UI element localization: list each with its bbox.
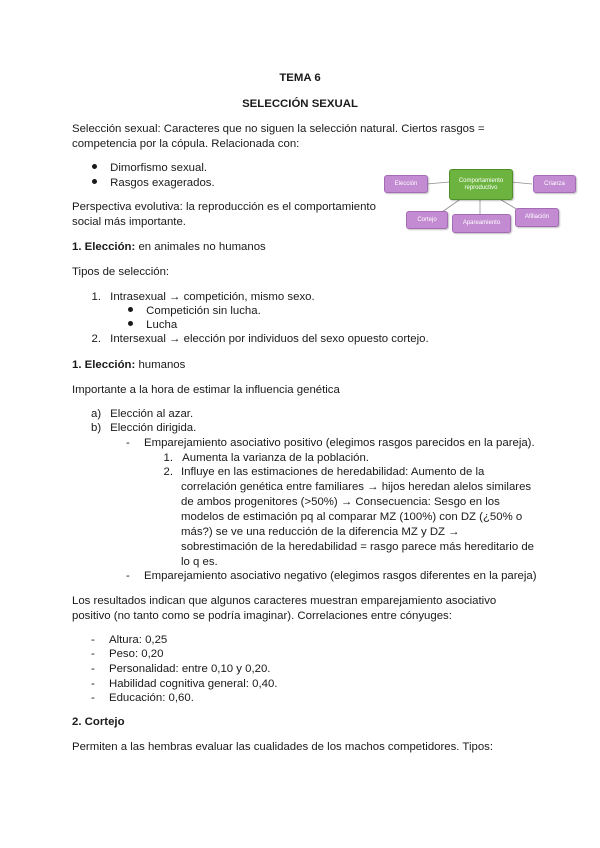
- sub-bullet-item: Competición sin lucha.: [128, 304, 261, 319]
- bullet-item: [92, 161, 207, 176]
- cortejo-text: Permiten a las hembras evaluar las cualidades de los machos competidores. Tipos:: [72, 741, 494, 753]
- evolutive-line-2: social más importante.: [72, 216, 186, 228]
- numbered-item: 1. Aumenta la varianza de la población.: [163, 452, 369, 464]
- paragraph-line: modelos de estimación pq al comparar MZ (100%) con DZ (¿50% o: [181, 511, 523, 523]
- correlation-item: - Altura: 0,25: [91, 634, 168, 646]
- diagram-node-afiliacion: Afiliación: [515, 208, 559, 227]
- results-line-1: Los resultados indican que algunos caracteres muestran emparejamiento asociativo: [72, 595, 497, 607]
- correlation-item: - Peso: 0,20: [91, 648, 164, 660]
- paragraph-line: lo q es.: [181, 556, 218, 568]
- diagram-node-center: Comportamiento reproductivo: [449, 169, 513, 200]
- page-title: SELECCIÓN SEXUAL: [242, 98, 358, 110]
- sub-bullet-item: Lucha: [128, 318, 177, 333]
- importante-line: Importante a la hora de estimar la influencia genética: [72, 384, 340, 396]
- bullet-text: Rasgos exagerados.: [110, 177, 215, 189]
- list-item: a) Elección al azar.: [91, 408, 194, 420]
- bullet-icon: [92, 179, 97, 184]
- numbered-item: 2.: [163, 466, 173, 478]
- bullet-icon: [92, 164, 97, 169]
- paragraph-line: Influye en las estimaciones de heredabilidad: Aumento de la: [181, 466, 485, 478]
- correlation-item: - Educación: 0,60.: [91, 692, 194, 704]
- reproductive-behavior-diagram: [384, 164, 576, 234]
- diagram-node-eleccion: Elección: [384, 175, 428, 193]
- intro-line-1: Selección sexual: Caracteres que no siguen la selección natural. Ciertos rasgos =: [72, 123, 485, 135]
- diagram-node-cortejo: Cortejo: [406, 211, 448, 229]
- section-heading-cortejo: 2. Cortejo: [72, 716, 125, 728]
- section-heading-animals: 1. Elección: en animales no humanos: [72, 241, 266, 253]
- paragraph-line: sobrestimación de la heredabilidad = rasgo parece más hereditario de: [181, 541, 535, 553]
- list-item: b) Elección dirigida.: [91, 422, 197, 434]
- bullet-icon: [128, 321, 133, 326]
- intro-line-2: competencia por la cópula. Relacionada con:: [72, 138, 300, 150]
- correlation-item: - Personalidad: entre 0,10 y 0,20.: [91, 663, 271, 675]
- dash-item: - Emparejamiento asociativo negativo (elegimos rasgos diferentes en la pareja): [126, 570, 537, 582]
- diagram-node-crianza: Crianza: [533, 175, 576, 193]
- paragraph-line: de ambos progenitores (>50%) → Consecuencia: Sesgo en los: [181, 496, 500, 508]
- paragraph-line: más?) se ve una reducción de la diferencia MZ y DZ →: [181, 526, 460, 538]
- dash-item: - Emparejamiento asociativo positivo (elegimos rasgos parecidos en la pareja).: [126, 437, 535, 449]
- bullet-icon: [128, 307, 133, 312]
- selection-types-label: Tipos de selección:: [72, 266, 170, 278]
- bullet-item: [92, 176, 215, 191]
- diagram-node-apareamiento: Apareamiento: [452, 214, 511, 233]
- paragraph-line: correlación genética entre familiares → hijos heredan alelos similares: [181, 481, 532, 493]
- results-line-2: positivo (no tanto como se podría imaginar). Correlaciones entre cónyuges:: [72, 610, 452, 622]
- list-item: 2. Intersexual → elección por individuos del sexo opuesto cortejo.: [91, 333, 429, 345]
- tema-number: TEMA 6: [279, 72, 321, 84]
- section-heading-humans: 1. Elección: humanos: [72, 359, 186, 371]
- correlation-item: - Habilidad cognitiva general: 0,40.: [91, 678, 278, 690]
- bullet-text: Dimorfismo sexual.: [110, 162, 208, 174]
- list-item: 1. Intrasexual → competición, mismo sexo.: [91, 291, 315, 303]
- evolutive-line-1: Perspectiva evolutiva: la reproducción es el comportamiento: [72, 201, 376, 213]
